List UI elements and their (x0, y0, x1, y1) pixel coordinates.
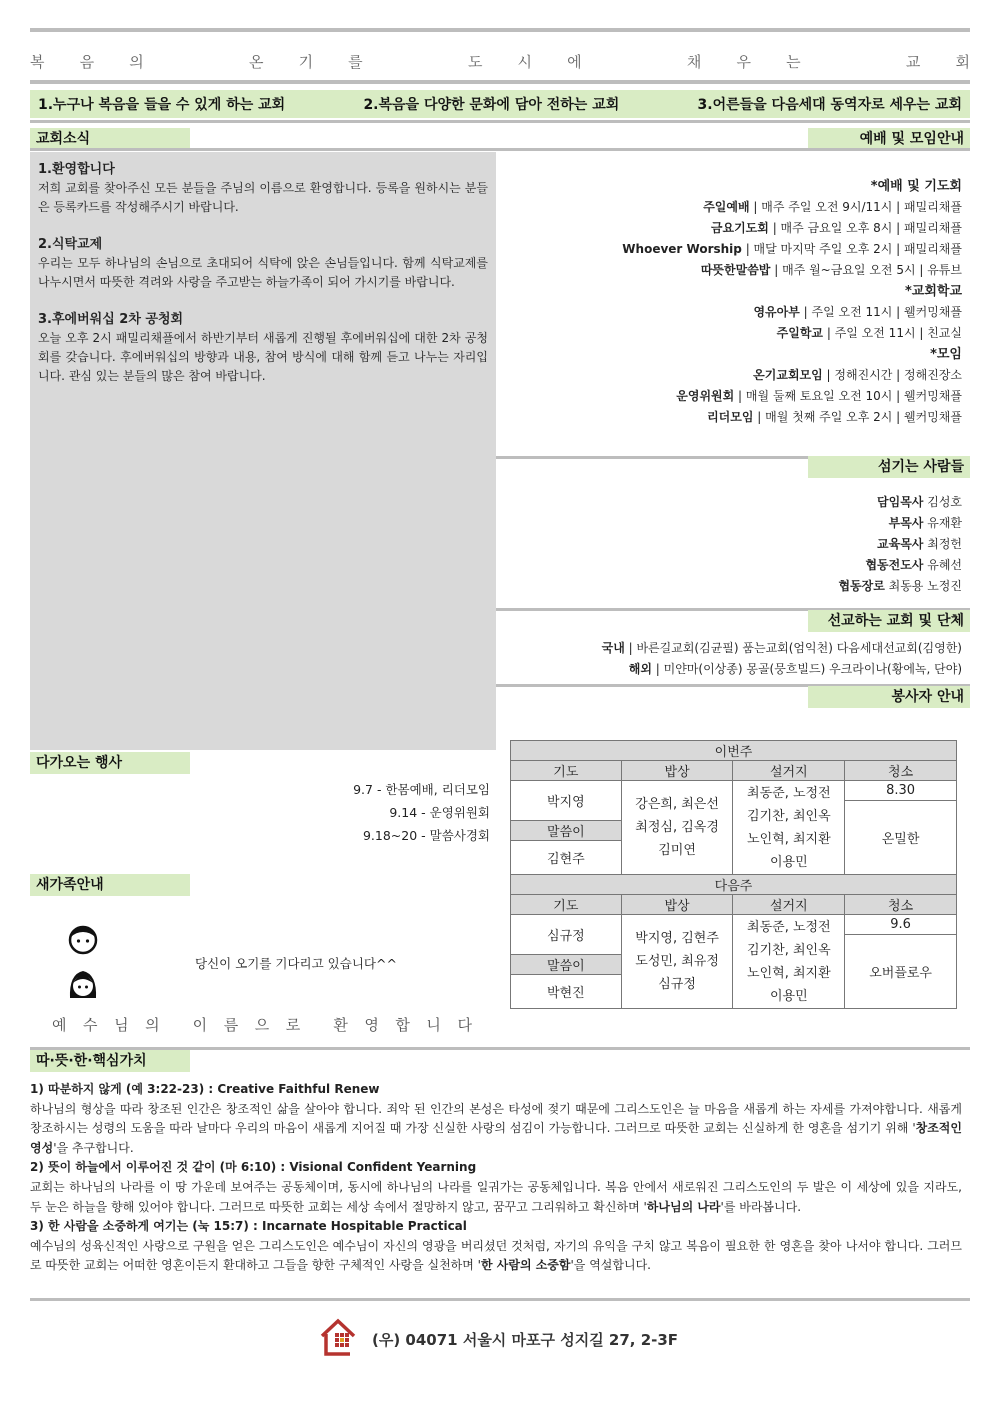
core-value-text: 예수님의 성육신적인 사랑으로 구원을 얻은 그리스도인은 예수님이 자신의 영광을 버리셨던 것처럼, 자기의 유익을 구치 않고 복음이 필요한 한 영혼을 찾아 나서야 합니다. 그러므로 따뜻한 교회는 어떠한 영혼이든지 환대하고 그들을 향한 구체적인 사랑을 실천하며 ' (30, 1238, 962, 1273)
worship-group-title: *모임 (930, 347, 962, 362)
worship-row (522, 197, 962, 218)
motto-char: 도 (467, 52, 483, 71)
core-value-emphasis: 하나님의 나라 (646, 1199, 721, 1214)
table-caption: 다음주 (511, 875, 957, 895)
welcome-char: 이 (192, 1016, 208, 1034)
core-heading: 따·뜻·한·핵심가치 (30, 1050, 190, 1072)
core-value-body (30, 1237, 962, 1276)
news-item-title: 2.식탁교제 (38, 237, 103, 252)
mission-detail: | 미얀마(이상종) 몽골(뭉흐빌드) 우크라이나(황에녹, 단야) (651, 662, 962, 676)
col-header: 청소 (845, 895, 957, 915)
servant-row (662, 576, 962, 597)
motto-char: 는 (786, 52, 801, 71)
core-value-title: 1) 따분하지 않게 (예 3:22-23) : Creative Faithful Renew (30, 1082, 380, 1096)
worship-detail: | 주일 오전 11시 | 친교실 (823, 326, 962, 340)
worship-list (522, 176, 962, 428)
servant-names: 김성호 (923, 495, 962, 509)
worship-detail: | 매달 마지막 주일 오후 2시 | 패밀리채플 (741, 242, 962, 256)
servant-role: 협동전도사 (865, 558, 924, 572)
servant-role: 담임목사 (877, 495, 924, 509)
core-bottom-rule (30, 1298, 970, 1301)
church-logo-icon (318, 1316, 358, 1362)
worship-row (522, 239, 962, 260)
servants-list (662, 492, 962, 597)
col-header: 기도 (511, 895, 622, 915)
news-item-body: 오늘 오후 2시 패밀리채플에서 하반기부터 새롭게 진행될 후에버워십에 대한 2차 공청회를 갖습니다. 후에버워십의 방향과 내용, 참여 방식에 대해 함께 듣고 나누는 자리입니다. 관심 있는 분들의 많은 참여 바랍니다. (38, 331, 488, 383)
word-label: 말씀이 (511, 821, 622, 841)
word-cell: 박현진 (511, 975, 622, 1009)
servant-row (662, 492, 962, 513)
clean-date: 9.6 (845, 915, 957, 935)
footer-address: (우) 04071 서울시 마포구 성지길 27, 2-3F (372, 1330, 679, 1349)
worship-name: 금요기도회 (710, 221, 769, 235)
motto-char: 복 (30, 52, 45, 71)
news-item-body: 저희 교회를 찾아주신 모든 분들을 주님의 이름으로 환영합니다. 등록을 원하시는 분들은 등록카드를 작성해주시기 바랍니다. (38, 181, 488, 214)
col-header: 기도 (511, 761, 622, 781)
worship-row (522, 218, 962, 239)
worship-name: 주일학교 (776, 326, 824, 340)
newcomer-message: 당신이 오기를 기다리고 있습니다^^ (195, 956, 397, 971)
motto-char: 기 (298, 52, 314, 71)
dishes-name: 최동준, 노정전 (747, 785, 831, 801)
motto-char: 회 (955, 52, 970, 71)
dishes-name: 김기찬, 최인옥 (747, 808, 831, 824)
worship-row (522, 386, 962, 407)
value-2: 2.복음을 다양한 문화에 담아 전하는 교회 (363, 97, 620, 113)
worship-group-title: *예배 및 기도회 (870, 179, 962, 194)
core-value-title: 2) 뜻이 하늘에서 이루어진 것 같이 (마 6:10) : Visional Confident Yearning (30, 1160, 477, 1175)
worship-detail: | 주일 오전 11시 | 웰커밍채플 (799, 305, 962, 319)
meal-cell (621, 915, 733, 1009)
worship-group-title: *교회학교 (904, 284, 962, 299)
servant-row (662, 513, 962, 534)
dishes-name: 이용민 (769, 988, 808, 1004)
newcomers-heading: 새가족안내 (30, 874, 190, 896)
core-values (30, 1080, 962, 1276)
event-item: 9.14 - 운영위원회 (389, 805, 490, 820)
mission-row (502, 659, 962, 680)
col-header: 설거지 (733, 761, 845, 781)
motto-char: 에 (567, 52, 582, 71)
values-rule (30, 120, 970, 123)
meal-name: 최정심, 김옥경 (635, 820, 719, 835)
word-cell: 김현주 (511, 841, 622, 875)
servant-names: 유혜선 (923, 558, 962, 572)
footer (318, 1316, 738, 1362)
worship-name: 운영위원회 (676, 389, 735, 403)
dishes-name: 최동준, 노정전 (747, 919, 831, 935)
servant-names: 최정헌 (923, 537, 962, 551)
motto-char: 우 (736, 52, 751, 71)
mission-row (502, 638, 962, 659)
welcome-char: 니 (426, 1016, 441, 1034)
worship-row (522, 260, 962, 281)
welcome-line (52, 1014, 472, 1036)
welcome-char: 수 (83, 1016, 98, 1034)
worship-row (522, 365, 962, 386)
welcome-char: 님 (114, 1016, 129, 1034)
event-item: 9.7 - 한몸예배, 리더모임 (353, 782, 490, 797)
dishes-name: 노인혁, 최지환 (747, 831, 831, 847)
worship-detail: | 정해진시간 | 정해진장소 (822, 368, 962, 382)
news-item-body: 우리는 모두 하나님의 손님으로 초대되어 식탁에 앉은 손님들입니다. 함께 식탁교제를 나누시면서 따뜻한 격려와 사랑을 주고받는 하늘가족이 되어 가시기를 바랍니다. (38, 256, 488, 289)
servant-role: 교육목사 (877, 537, 924, 551)
motto-rule (30, 80, 970, 84)
col-header: 청소 (845, 761, 957, 781)
worship-detail: | 매주 금요일 오후 8시 | 패밀리채플 (768, 221, 962, 235)
welcome-char: 영 (364, 1016, 379, 1034)
mission-label: 해외 (628, 662, 652, 676)
welcome-char: 환 (333, 1016, 348, 1034)
core-value-body (30, 1178, 962, 1217)
servant-names: 최동용 노정진 (884, 579, 962, 593)
worship-row (522, 323, 962, 344)
worship-detail: | 매월 첫째 주일 오후 2시 | 웰커밍채플 (753, 410, 962, 424)
dishes-name: 이용민 (769, 854, 808, 870)
mission-list (502, 638, 962, 680)
meal-name: 심규정 (658, 977, 696, 992)
motto (30, 44, 970, 78)
events-list (30, 778, 490, 847)
welcome-char: 합 (395, 1016, 410, 1034)
dishes-cell (733, 781, 845, 875)
worship-detail: | 매주 주일 오전 9시/11시 | 패밀리채플 (749, 200, 962, 214)
servant-role: 부목사 (888, 516, 924, 530)
core-value-text: '을 역설합니다. (570, 1258, 651, 1273)
clean-cell: 오버플로우 (845, 935, 957, 1009)
event-item: 9.18~20 - 말씀사경회 (362, 828, 490, 843)
welcome-char: 로 (285, 1016, 301, 1034)
col-header: 밥상 (621, 895, 733, 915)
church-values (30, 90, 970, 118)
news-item-3 (38, 310, 488, 386)
prayer-cell: 박지영 (511, 781, 622, 821)
meal-cell (621, 781, 733, 875)
core-value-text: '를 바라봅니다. (720, 1199, 802, 1214)
motto-char: 음 (79, 52, 95, 71)
header-rule (30, 148, 970, 151)
meal-name: 도성민, 최유정 (635, 954, 719, 969)
worship-name: 주일예배 (703, 200, 750, 214)
table-caption: 이번주 (511, 741, 957, 761)
meal-name: 강은희, 최은선 (635, 797, 719, 812)
dishes-cell (733, 915, 845, 1009)
servant-row (662, 555, 962, 576)
value-3: 3.어른들을 다음세대 동역자로 세우는 교회 (697, 97, 962, 113)
core-value-title: 3) 한 사람을 소중하게 여기는 (눅 15:7) : Incarnate Hospitable Practical (30, 1219, 467, 1234)
news-item-1 (38, 160, 488, 217)
news-heading: 교회소식 (30, 128, 190, 150)
worship-name: Whoever Worship (622, 242, 742, 256)
core-value-text: '을 추구합니다. (53, 1140, 134, 1155)
meal-name: 김미연 (658, 843, 696, 858)
motto-char: 의 (129, 52, 144, 71)
boy-icon (66, 922, 100, 956)
top-rule (30, 28, 970, 32)
welcome-char: 다 (457, 1016, 472, 1034)
worship-row (522, 407, 962, 428)
core-value-emphasis: 창조적인 영성 (30, 1121, 962, 1155)
worship-heading: 예배 및 모임안내 (808, 128, 970, 150)
worship-detail: | 매주 월~금요일 오전 5시 | 유튜브 (770, 263, 962, 277)
core-value-body (30, 1100, 962, 1159)
worship-name: 온기교회모임 (753, 368, 823, 382)
girl-icon (66, 966, 100, 1002)
news-item-2 (38, 235, 488, 292)
meal-name: 박지영, 김현주 (635, 931, 719, 946)
col-header: 설거지 (733, 895, 845, 915)
worship-name: 따뜻한말씀밥 (700, 263, 771, 277)
word-label: 말씀이 (511, 955, 622, 975)
volunteer-heading: 봉사자 안내 (808, 686, 970, 708)
dishes-name: 김기찬, 최인옥 (747, 942, 831, 958)
core-value-emphasis: 한 사람의 소중함 (480, 1258, 571, 1273)
news-item-title: 3.후에버워십 2차 공청회 (38, 312, 184, 327)
servants-heading: 섬기는 사람들 (808, 456, 970, 478)
mission-heading: 선교하는 교회 및 단체 (808, 610, 970, 632)
welcome-char: 으 (254, 1016, 270, 1034)
motto-char: 교 (905, 52, 921, 71)
clean-cell: 온밀한 (845, 801, 957, 875)
welcome-char: 예 (52, 1016, 67, 1034)
clean-date: 8.30 (845, 781, 957, 801)
worship-detail: | 매월 둘째 토요일 오전 10시 | 웰커밍채플 (734, 389, 962, 403)
worship-name: 영유아부 (753, 305, 800, 319)
motto-char: 시 (517, 52, 533, 71)
motto-char: 채 (686, 52, 702, 71)
mission-detail: | 바른길교회(김균필) 품는교회(엄익천) 다음세대선교회(김영한) (624, 641, 962, 655)
col-header: 밥상 (621, 761, 733, 781)
welcome-char: 름 (223, 1016, 239, 1034)
volunteer-table-this-week (510, 740, 957, 1009)
events-heading: 다가오는 행사 (30, 752, 190, 774)
worship-row (522, 302, 962, 323)
news-item-title: 1.환영합니다 (38, 162, 115, 177)
servant-role: 협동장로 (838, 579, 885, 593)
mission-label: 국내 (601, 641, 625, 655)
prayer-cell: 심규정 (511, 915, 622, 955)
news-box (30, 152, 496, 750)
worship-name: 리더모임 (707, 410, 754, 424)
welcome-char: 의 (145, 1016, 160, 1034)
servant-names: 유재환 (923, 516, 962, 530)
dishes-name: 노인혁, 최지환 (747, 965, 831, 981)
motto-char: 온 (248, 52, 264, 71)
value-1: 1.누구나 복음을 들을 수 있게 하는 교회 (38, 97, 286, 113)
motto-char: 를 (348, 52, 363, 71)
core-value-text: 하나님의 형상을 따라 창조된 인간은 창조적인 삶을 살아야 합니다. 죄악 된 인간의 본성은 타성에 젖기 때문에 그리스도인은 늘 마음을 새롭게 하는 자세를 가져야합니다. 새롭게 창조하시는 성령의 도움을 따라 날마다 우리의 마음이 새롭게 지어질 때 가장 신실한 사랑의 섬김이 가능합니다. 그러므로 따뜻한 교회는 신실하게 한 영혼을 섬기기 위해 ' (30, 1101, 962, 1136)
servant-row (662, 534, 962, 555)
core-value-text: 교회는 하나님의 나라를 이 땅 가운데 보여주는 공동체이며, 동시에 하나님의 나라를 일궈가는 공동체입니다. 복음 안에서 새로워진 그리스도인의 두 발은 이 세상에 있을 지라도, 두 눈은 하늘을 향해 있어야 합니다. 그러므로 따뜻한 교회는 세상 속에서 절망하지 않고, 꿈꾸고 그리워하고 확신하며 ' (30, 1179, 962, 1214)
